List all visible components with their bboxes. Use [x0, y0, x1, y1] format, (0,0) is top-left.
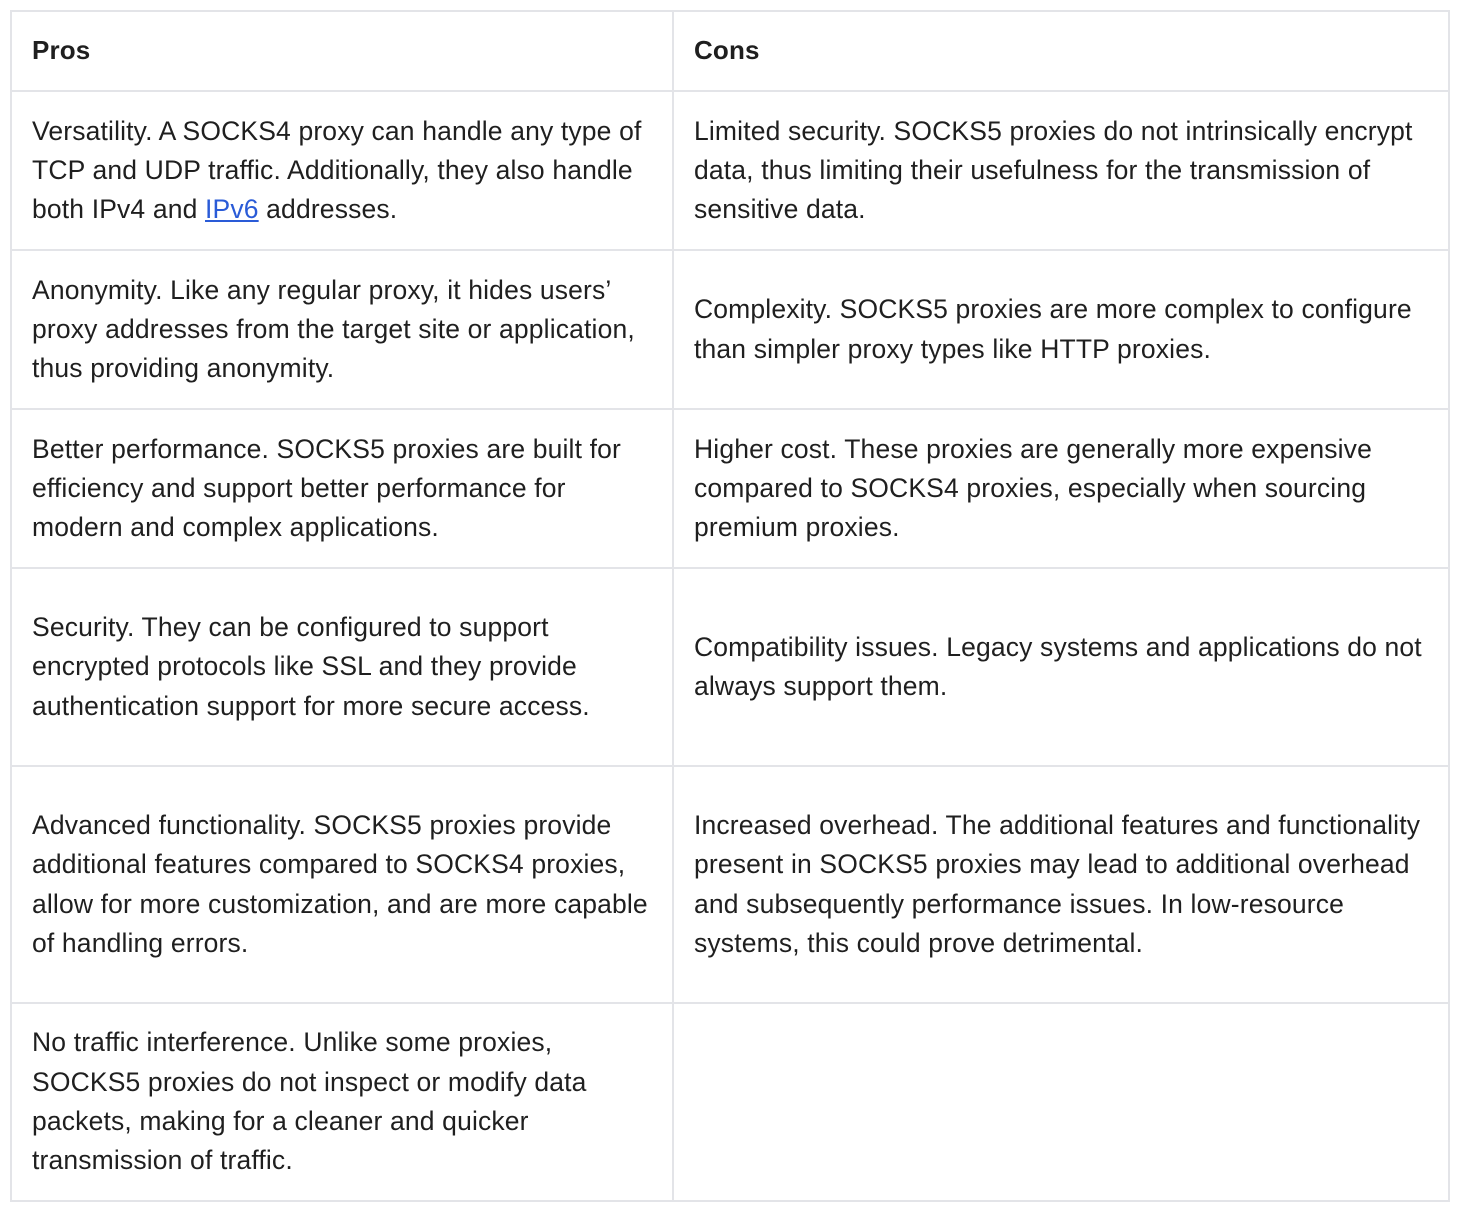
table-row — [11, 250, 1449, 409]
pros-cons-table-container — [10, 10, 1450, 1202]
pro-cell: Advanced functionality. SOCKS5 proxies provide additional features compared to SOCKS4 proxies, allow for more customization, and are more capable of handling errors. — [11, 766, 673, 1003]
con-cell: Increased overhead. The additional features and functionality present in SOCKS5 proxies may lead to additional overhead and subsequently performance issues. In low-resource systems, this could prove detrimental. — [673, 766, 1449, 1003]
table-row — [11, 1003, 1449, 1201]
table-row — [11, 766, 1449, 1003]
pro-cell: No traffic interference. Unlike some proxies, SOCKS5 proxies do not inspect or modify data packets, making for a cleaner and quicker transmission of traffic. — [11, 1003, 673, 1201]
con-cell: Limited security. SOCKS5 proxies do not intrinsically encrypt data, thus limiting their usefulness for the transmission of sensitive data. — [673, 91, 1449, 250]
table-row — [11, 409, 1449, 568]
con-cell-empty — [673, 1003, 1449, 1201]
pros-cons-table — [10, 10, 1450, 1202]
pro-cell — [11, 91, 673, 250]
table-header-row — [11, 11, 1449, 91]
pro-cell: Anonymity. Like any regular proxy, it hides users’ proxy addresses from the target site or application, thus providing anonymity. — [11, 250, 673, 409]
con-cell: Compatibility issues. Legacy systems and applications do not always support them. — [673, 568, 1449, 766]
header-pros: Pros — [11, 11, 673, 91]
table-row — [11, 91, 1449, 250]
pro-cell: Security. They can be configured to support encrypted protocols like SSL and they provide authentication support for more secure access. — [11, 568, 673, 766]
header-cons: Cons — [673, 11, 1449, 91]
pro-text-end: addresses. — [258, 194, 398, 225]
pro-text: Versatility. A SOCKS4 proxy can handle any type of TCP and UDP traffic. Additionally, they also handle both IPv4 and — [32, 115, 642, 225]
con-cell: Complexity. SOCKS5 proxies are more complex to configure than simpler proxy types like HTTP proxies. — [673, 250, 1449, 409]
table-row — [11, 568, 1449, 766]
con-cell: Higher cost. These proxies are generally more expensive compared to SOCKS4 proxies, especially when sourcing premium proxies. — [673, 409, 1449, 568]
ipv6-link[interactable]: IPv6 — [205, 194, 259, 225]
pro-cell: Better performance. SOCKS5 proxies are built for efficiency and support better performance for modern and complex applications. — [11, 409, 673, 568]
